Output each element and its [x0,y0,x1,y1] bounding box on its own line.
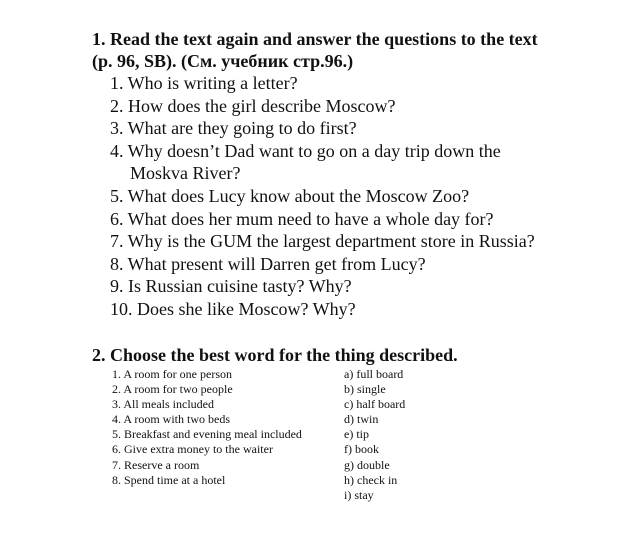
section1-heading-line1: 1. Read the text again and answer the questions to the text [92,29,538,49]
section1-heading-line2: (p. 96, SB). (См. учебник стр.96.) [92,51,354,71]
question-item: 2. How does the girl describe Moscow? [110,95,396,116]
word-option: i) stay [344,487,374,502]
description-item: 5. Breakfast and evening meal included [112,427,302,442]
description-item: 8. Spend time at a hotel [112,472,226,487]
word-option: b) single [344,382,386,397]
question-item: 9. Is Russian cuisine tasty? Why? [110,276,352,297]
description-item: 7. Reserve a room [112,457,200,472]
question-item: 6. What does her mum need to have a whole day for? [110,208,494,229]
word-option: a) full board [344,367,404,381]
word-option: g) double [344,457,390,472]
question-continuation: Moskva River? [130,163,241,184]
question-list [110,72,535,321]
description-list [112,367,302,488]
question-item: 8. What present will Darren get from Lucy? [110,253,426,274]
word-option: h) check in [344,472,398,487]
question-item: 4. Why doesn’t Dad want to go on a day trip down the Moskva River? [110,140,535,185]
description-item: 6. Give extra money to the waiter [112,442,273,457]
question-item: 1. Who is writing a letter? [110,73,298,93]
section1-heading [92,28,592,72]
word-option: f) book [344,442,379,457]
question-item: 5. What does Lucy know about the Moscow Zoo? [110,185,470,206]
word-list [344,367,405,503]
question-item: 3. What are they going to do first? [110,118,357,139]
section2-heading: 2. Choose the best word for the thing described. [92,345,458,365]
question-item: 7. Why is the GUM the largest department store in Russia? [110,231,535,252]
description-item: 3. All meals included [112,397,214,412]
description-item: 2. A room for two people [112,382,233,397]
description-item: 1. A room for one person [112,367,232,381]
word-option: e) tip [344,427,369,442]
word-option: c) half board [344,397,406,412]
word-option: d) twin [344,412,379,427]
description-item: 4. A room with two beds [112,412,231,427]
question-item: 10. Does she like Moscow? Why? [110,298,356,319]
